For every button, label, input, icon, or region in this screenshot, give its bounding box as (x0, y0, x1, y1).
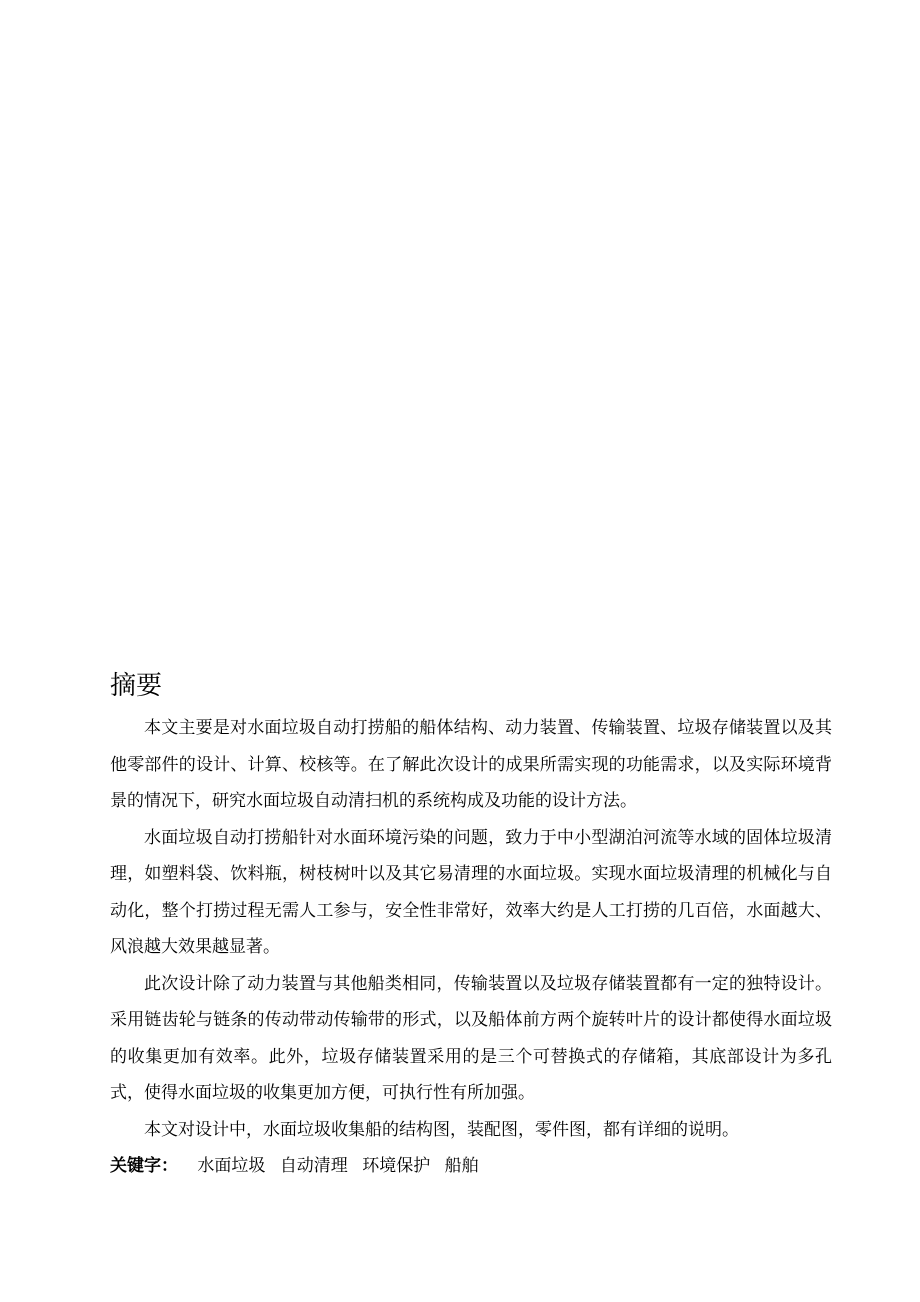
abstract-section (110, 664, 832, 1184)
abstract-paragraph-1: 本文主要是对水面垃圾自动打捞船的船体结构、动力装置、传输装置、垃圾存储装置以及其他零部件的设计、计算、校核等。在了解此次设计的成果所需实现的功能需求，以及实际环境背景的情况下，研究水面垃圾自动清扫机的系统构成及功能的设计方法。 (110, 718, 832, 811)
abstract-paragraph-4: 本文对设计中，水面垃圾收集船的结构图，装配图，零件图，都有详细的说明。 (144, 1119, 739, 1140)
abstract-paragraph-3: 此次设计除了动力装置与其他船类相同，传输装置以及垃圾存储装置都有一定的独特设计。采用链齿轮与链条的传动带动传输带的形式，以及船体前方两个旋转叶片的设计都使得水面垃圾的收集更加有效率。此外，垃圾存储装置采用的是三个可替换式的存储箱，其底部设计为多孔式，使得水面垃圾的收集更加方便，可执行性有所加强。 (110, 973, 832, 1103)
keyword-item: 水面垃圾 (197, 1156, 266, 1176)
keywords-label: 关键字： (110, 1156, 178, 1176)
keyword-item: 船舶 (444, 1156, 479, 1176)
abstract-heading: 摘要 (110, 671, 163, 701)
keyword-item: 自动清理 (279, 1156, 348, 1176)
abstract-paragraph-2: 水面垃圾自动打捞船针对水面环境污染的问题，致力于中小型湖泊河流等水域的固体垃圾清理，如塑料袋、饮料瓶，树枝树叶以及其它易清理的水面垃圾。实现水面垃圾清理的机械化与自动化，整个打捞过程无需人工参与，安全性非常好，效率大约是人工打捞的几百倍，水面越大、风浪越大效果越显著。 (110, 827, 832, 957)
keywords-line (110, 1148, 832, 1184)
keyword-item: 环境保护 (362, 1156, 431, 1176)
